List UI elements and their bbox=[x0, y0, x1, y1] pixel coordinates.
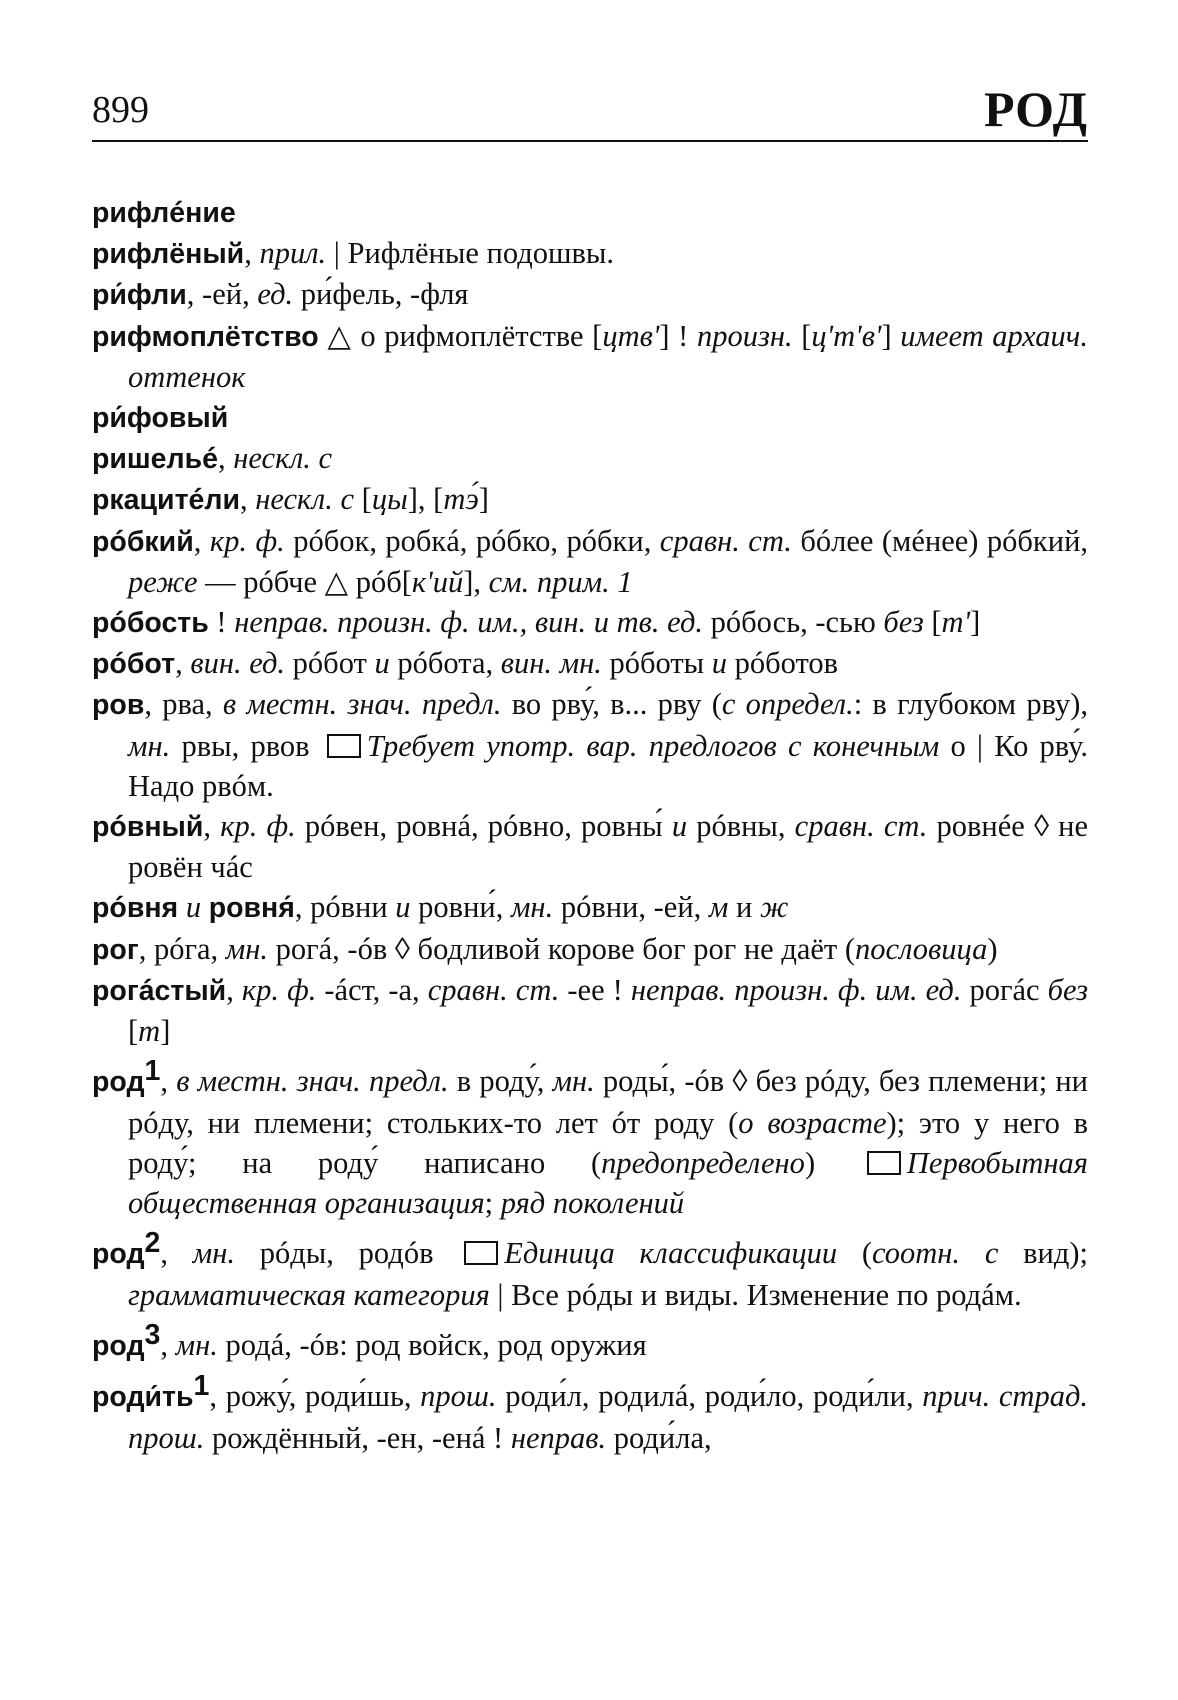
dictionary-entry bbox=[92, 887, 1088, 928]
entry-text: , bbox=[240, 482, 256, 517]
entry-label-italic: вин. ед. bbox=[190, 646, 286, 681]
entry-text: рóбось, -сью bbox=[703, 605, 884, 640]
definition-box-icon bbox=[327, 734, 361, 758]
entry-headword: рифлéние bbox=[92, 197, 236, 229]
definition-box-icon bbox=[464, 1241, 498, 1265]
entry-label-italic: кʹий bbox=[411, 564, 464, 599]
entry-label-italic: прич. страд. прош. bbox=[128, 1379, 1088, 1455]
entry-label-italic: кр. ф. bbox=[241, 972, 317, 1007]
entry-label-italic: тэ́ bbox=[443, 482, 479, 517]
entry-headword: ри́фовый bbox=[92, 402, 229, 435]
entry-label-italic: и bbox=[374, 646, 390, 681]
entry-text: во рву́, в... рву ( bbox=[501, 687, 722, 722]
entry-text: , bbox=[175, 646, 191, 681]
entry-label-italic: сравн. ст. bbox=[794, 809, 928, 844]
entry-label-italic: см. прим. 1 bbox=[488, 564, 633, 599]
entry-label-italic: нескл. с bbox=[255, 482, 355, 517]
entry-label-italic: ж bbox=[759, 890, 789, 925]
entry-text: , bbox=[244, 236, 260, 271]
entry-text: -áст, -а, bbox=[316, 972, 428, 1007]
entry-text: , рóвни bbox=[294, 890, 396, 925]
entry-text: родá, -óв: род войск, род оружия bbox=[217, 1327, 647, 1362]
entry-text: [ bbox=[354, 482, 372, 517]
entry-label-italic: мн. bbox=[128, 728, 171, 763]
entry-headword: ришельé bbox=[92, 443, 219, 476]
entry-label-italic: реже bbox=[128, 564, 198, 599]
entry-text: ( bbox=[837, 1236, 872, 1271]
entry-label-italic: тʹ bbox=[941, 605, 971, 640]
entry-headword: род bbox=[92, 1329, 145, 1362]
entry-label-italic: цтвʹ bbox=[602, 318, 660, 353]
entry-text: рóвны, bbox=[687, 809, 795, 844]
entry-label-italic: в местн. знач. предл. bbox=[222, 687, 502, 722]
entry-text: ], [ bbox=[407, 482, 444, 517]
homonym-number: 2 bbox=[144, 1227, 161, 1260]
entry-text: -ее ! bbox=[559, 972, 631, 1007]
entry-text: роди́л, родилá, роди́ло, роди́ли, bbox=[496, 1379, 923, 1414]
entry-headword: рогáстый bbox=[92, 974, 227, 1007]
entry-label-italic: Требует употр. вар. предлогов с конечным bbox=[366, 728, 940, 763]
entry-text: : в глубоком рву), bbox=[853, 687, 1088, 722]
entry-text: ри́фель, -фля bbox=[293, 277, 469, 312]
entry-label-italic: т bbox=[138, 1014, 161, 1049]
entry-text: рогáс bbox=[961, 972, 1048, 1007]
entry-text: ровни́, bbox=[410, 890, 511, 925]
entry-headword: род bbox=[92, 1066, 145, 1099]
entry-headword: рóбкий bbox=[92, 525, 194, 558]
entry-label-italic: сравн. ст. bbox=[659, 523, 792, 558]
entry-headword: рог bbox=[92, 933, 139, 966]
entry-label-italic: прил. bbox=[259, 236, 327, 271]
entry-text: ); это у него в роду́; на роду́ написано ( bbox=[128, 1105, 1089, 1180]
entry-label-italic: мн. bbox=[192, 1236, 236, 1271]
entry-label-italic: с определ. bbox=[721, 687, 854, 722]
entry-headword-variant: ровня́ bbox=[208, 892, 295, 925]
entry-text: о | Ко рву́. Надо рвóм. bbox=[128, 728, 1088, 803]
entry-headword: ров bbox=[92, 689, 145, 722]
dictionary-entry bbox=[92, 397, 1088, 438]
entry-label-italic: и bbox=[671, 809, 688, 844]
entry-label-italic: грамматическая категория bbox=[128, 1277, 490, 1312]
entry-text: , bbox=[203, 809, 221, 844]
entry-label-italic: цʹтʹвʹ bbox=[811, 318, 882, 353]
entry-label-italic: имеет архаич. оттенок bbox=[128, 318, 1088, 394]
dictionary-entry bbox=[92, 602, 1088, 643]
entry-label-italic: м bbox=[708, 890, 729, 925]
entry-text: ) bbox=[804, 1145, 861, 1180]
dictionary-entry bbox=[92, 1315, 1088, 1366]
entry-label-italic: в местн. знач. предл. bbox=[176, 1064, 449, 1099]
dictionary-entry bbox=[92, 929, 1088, 970]
entry-text: , bbox=[226, 972, 242, 1007]
entry-label-italic: неправ. произн. ф. им., вин. и тв. ед. bbox=[234, 605, 703, 640]
entry-text: | Все рóды и виды. Изменение по родáм. bbox=[489, 1277, 1022, 1312]
entry-headword: рифмоплётство bbox=[92, 320, 319, 353]
entry-label-italic: сравн. ст. bbox=[427, 972, 560, 1007]
entry-headword: рóбот bbox=[92, 648, 176, 681]
entry-text: ] ! bbox=[659, 318, 697, 353]
running-head: РОД bbox=[983, 81, 1088, 137]
entry-text: рóботов bbox=[727, 646, 839, 681]
dictionary-entry bbox=[92, 1223, 1088, 1315]
entry-text: , рва, bbox=[144, 687, 223, 722]
dictionary-entry bbox=[92, 806, 1088, 887]
entry-text: [ bbox=[128, 1014, 139, 1049]
entry-label-italic: и bbox=[395, 890, 411, 925]
entry-label-italic: произн. bbox=[696, 318, 793, 353]
dictionary-entry bbox=[92, 438, 1088, 479]
homonym-number: 1 bbox=[144, 1055, 161, 1088]
entry-label-italic: ед. bbox=[257, 277, 294, 312]
entry-text: бóлее (мéнее) рóбкий, bbox=[791, 523, 1089, 558]
entry-text: ], bbox=[463, 564, 489, 599]
entry-text: , рожу́, роди́шь, bbox=[209, 1379, 421, 1414]
entry-label-italic: ряд поколений bbox=[500, 1186, 685, 1221]
entry-text: ) bbox=[987, 931, 998, 966]
entry-label-italic: предопределено bbox=[601, 1145, 805, 1180]
entry-text: , bbox=[218, 441, 234, 476]
dictionary-entry bbox=[92, 316, 1088, 397]
definition-box-icon bbox=[867, 1151, 901, 1175]
entry-label-italic: неправ. bbox=[510, 1420, 607, 1455]
entry-label-italic: Единица классификации bbox=[504, 1236, 838, 1271]
entry-label-italic: мн. bbox=[225, 931, 268, 966]
entry-text: [ bbox=[923, 605, 942, 640]
entry-text: ] bbox=[160, 1014, 171, 1049]
homonym-number: 1 bbox=[193, 1370, 210, 1403]
entry-text: и bbox=[728, 890, 760, 925]
entry-text: рóбот bbox=[285, 646, 375, 681]
entry-text: , bbox=[160, 1236, 193, 1271]
entry-text: рождённый, -ен, -енá ! bbox=[204, 1420, 511, 1455]
entry-text: рвы, рвов bbox=[170, 728, 321, 763]
entry-text: рóбота, bbox=[389, 646, 501, 681]
dictionary-entry bbox=[92, 274, 1088, 315]
entry-text: ! bbox=[208, 605, 235, 640]
entry-headword: ркацитéли bbox=[92, 484, 240, 517]
entry-label-italic: о возрасте bbox=[738, 1105, 887, 1140]
entry-label-italic: нескл. с bbox=[233, 441, 333, 476]
entry-text: рóботы bbox=[601, 646, 712, 681]
entry-text: [ bbox=[792, 318, 812, 353]
entry-headword: роди́ть bbox=[92, 1381, 194, 1414]
dictionary-entry bbox=[92, 1051, 1088, 1223]
entry-label-italic: мн. bbox=[552, 1064, 595, 1099]
page-number: 899 bbox=[92, 89, 149, 131]
entry-label-italic: кр. ф. bbox=[209, 523, 285, 558]
entry-text: , рóга, bbox=[138, 931, 226, 966]
entry-text: роды́, -óв ◊ без рóду, без племени; ни рóду, ни племени; стольких-то лет óт роду ( bbox=[128, 1064, 1088, 1140]
entry-text: вид); bbox=[998, 1236, 1088, 1271]
entry-label-italic: неправ. произн. ф. им. ед. bbox=[630, 972, 962, 1007]
entry-label-italic: вин. мн. bbox=[500, 646, 602, 681]
entry-text: рогá, -óв ◊ бодливой корове бог рог не даёт ( bbox=[268, 931, 856, 966]
entry-label-italic: соотн. с bbox=[872, 1236, 999, 1271]
entry-text: рóвен, ровнá, рóвно, ровны́ bbox=[295, 809, 672, 844]
entry-text: — рóбче △ рóб[ bbox=[197, 564, 412, 599]
entry-text: рóбок, робкá, рóбко, рóбки, bbox=[284, 523, 660, 558]
entry-text: ровнéе ◊ не ровён чáс bbox=[128, 809, 1089, 885]
entry-text: , bbox=[160, 1064, 177, 1099]
entry-text: , bbox=[193, 523, 210, 558]
entry-text: ] bbox=[478, 482, 489, 517]
dictionary-entry bbox=[92, 233, 1088, 274]
entry-headword: рóбость bbox=[92, 607, 209, 640]
entry-label-italic: без bbox=[883, 605, 924, 640]
entry-label-italic: мн. bbox=[175, 1327, 218, 1362]
dictionary-entry bbox=[92, 479, 1088, 520]
entry-label-italic: прош. bbox=[420, 1379, 497, 1414]
entry-text: ] bbox=[970, 605, 981, 640]
dictionary-entry bbox=[92, 192, 1088, 233]
dictionary-entry bbox=[92, 684, 1088, 806]
entry-headword: ри́фли bbox=[92, 279, 187, 312]
entry-text: | Рифлёные подошвы. bbox=[326, 236, 614, 271]
entry-text: ] bbox=[881, 318, 901, 353]
entry-text: в роду́, bbox=[448, 1064, 553, 1099]
entry-text: рóвни, -ей, bbox=[553, 890, 709, 925]
entry-text: , bbox=[160, 1327, 176, 1362]
entry-headword: рóвня bbox=[92, 892, 179, 925]
entry-label-italic: цы bbox=[371, 482, 408, 517]
dictionary-entry bbox=[92, 521, 1088, 602]
dictionary-entry bbox=[92, 970, 1088, 1051]
entry-label-italic: Первобытная общественная организация bbox=[128, 1145, 1088, 1221]
entry-label-italic: мн. bbox=[510, 890, 554, 925]
entry-label-italic: без bbox=[1047, 972, 1089, 1007]
entry-label-italic: кр. ф. bbox=[220, 809, 296, 844]
headword-connector: и bbox=[185, 890, 202, 925]
dictionary-entry bbox=[92, 643, 1088, 684]
entry-headword: рóвный bbox=[92, 811, 204, 844]
entry-text: рóды, родóв bbox=[235, 1236, 459, 1271]
entry-text: ; bbox=[484, 1186, 501, 1221]
entry-headword: род bbox=[92, 1238, 145, 1271]
entry-text: , -ей, bbox=[186, 277, 258, 312]
page-header bbox=[92, 82, 1088, 142]
entry-text: △ о рифмоплётстве [ bbox=[318, 318, 603, 353]
homonym-number: 3 bbox=[144, 1318, 161, 1351]
entry-text: роди́ла, bbox=[606, 1420, 712, 1455]
entry-list bbox=[92, 192, 1088, 1458]
entry-label-italic: пословица bbox=[855, 931, 988, 966]
entry-headword: рифлёный bbox=[92, 238, 245, 271]
dictionary-entry bbox=[92, 1366, 1088, 1458]
entry-label-italic: и bbox=[711, 646, 728, 681]
